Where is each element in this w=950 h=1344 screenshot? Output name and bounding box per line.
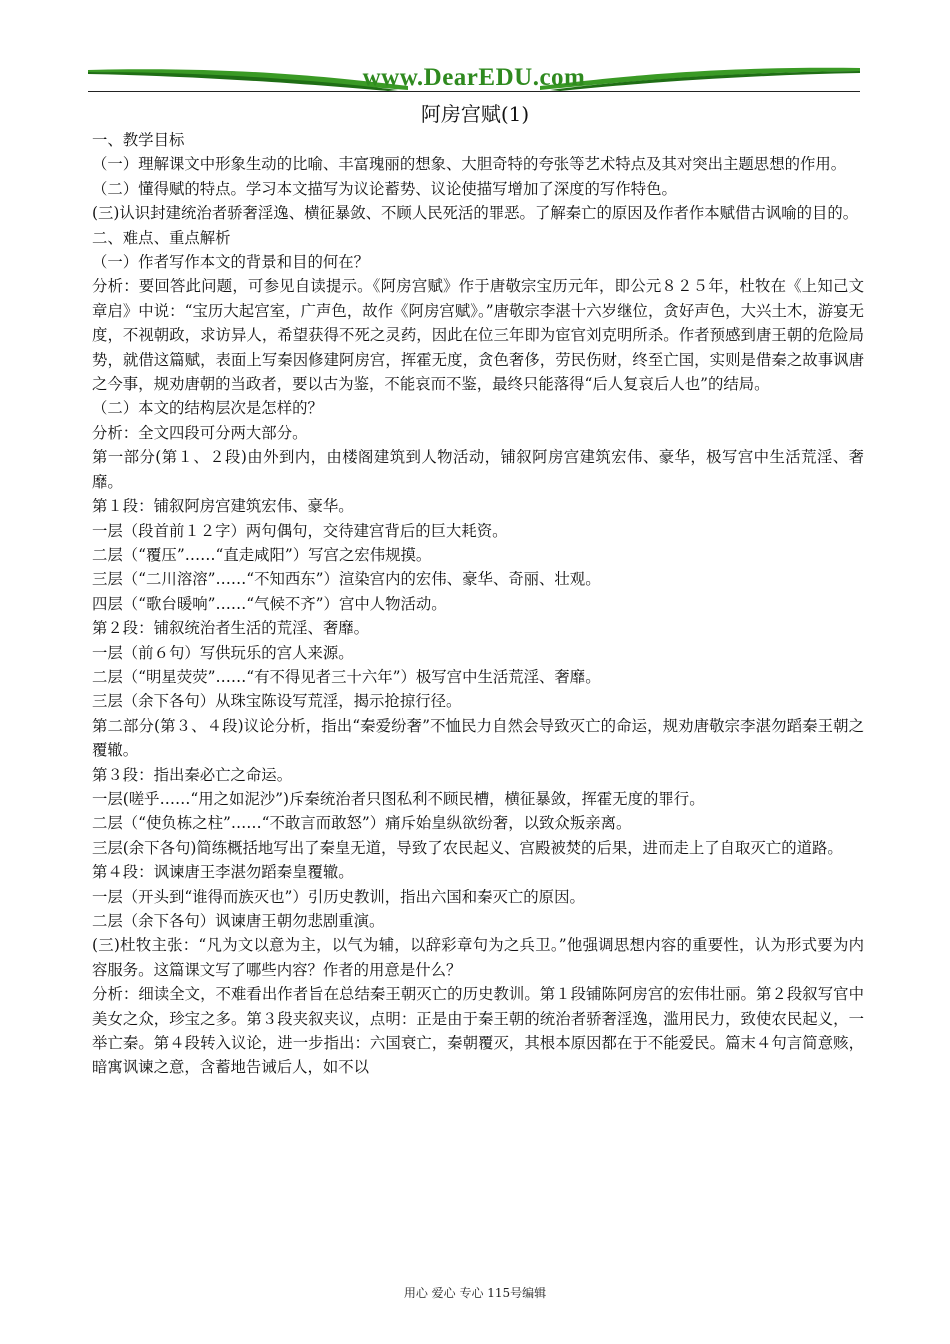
paragraph: 一层（段首前１２字）两句偶句，交待建宫背后的巨大耗资。 (92, 521, 508, 540)
paragraph: (三)认识封建统治者骄奢淫逸、横征暴敛、不顾人民死活的罪恶。了解秦亡的原因及作者作本赋借古讽喻的目的。 (92, 204, 859, 223)
paragraph: 第４段：讽谏唐王李湛勿蹈秦皇覆辙。 (92, 863, 354, 882)
paragraph: 分析：要回答此问题，可参见自读提示。《阿房宫赋》作于唐敬宗宝历元年，即公元８２５年，杜牧在《上知己文章启》中说：“宝历大起宫室，广声色，故作《阿房宫赋》。”唐敬宗李湛十六岁继位，贪好声色，大兴土木，游宴无度，不视朝政，求访异人，希望获得不死之灵药，因此在位三年即为宦官刘克明所杀。作者预感到唐王朝的危险局势，就借这篇赋，表面上写秦因修建阿房宫，挥霍无度，贪色奢侈，劳民伤财，终至亡国，实则是借秦之故事讽唐之今事，规劝唐朝的当政者，要以古为鉴，不能哀而不鉴，最终只能落得“后人复哀后人也”的结局。 (92, 277, 864, 394)
paragraph: 第２段：铺叙统治者生活的荒淫、奢靡。 (92, 619, 370, 638)
paragraph: 第１段：铺叙阿房宫建筑宏伟、豪华。 (92, 497, 354, 516)
document-body (92, 128, 864, 1080)
site-header (88, 62, 860, 94)
paragraph: 三层(余下各句)简练概括地写出了秦皇无道，导致了农民起义、宫殿被焚的后果，进而走上了自取灭亡的道路。 (92, 838, 843, 857)
paragraph: 二层（“使负栋之柱”……“不敢言而敢怒”）痛斥始皇纵欲纷奢，以致众叛亲离。 (92, 814, 632, 833)
header-rule (88, 91, 860, 92)
paragraph: （二）本文的结构层次是怎样的？ (92, 399, 323, 418)
paragraph: (三)杜牧主张：“凡为文以意为主，以气为辅，以辞彩章句为之兵卫。”他强调思想内容的重要性，认为形式要为内容服务。这篇课文写了哪些内容？作者的用意是什么？ (92, 936, 864, 979)
paragraph: 二层（“明星荧荧”……“有不得见者三十六年”）极写宫中生活荒淫、奢靡。 (92, 667, 601, 686)
paragraph: 四层（“歌台暖响”……“气候不齐”）宫中人物活动。 (92, 594, 447, 613)
paragraph: （一）作者写作本文的背景和目的何在？ (92, 253, 370, 272)
paragraph: 分析：全文四段可分两大部分。 (92, 423, 308, 442)
paragraph: 一层（开头到“谁得而族灭也”）引历史教训，指出六国和秦灭亡的原因。 (92, 887, 585, 906)
paragraph: 分析：细读全文，不难看出作者旨在总结秦王朝灭亡的历史教训。第１段铺陈阿房宫的宏伟壮丽。第２段叙写官中美女之众，珍宝之多。第３段夹叙夹议，点明：正是由于秦王朝的统治者骄奢淫逸，滥用民力，致使农民起义，一举亡秦。第４段转入议论，进一步指出：六国衰亡，秦朝覆灭，其根本原因都在于不能爱民。篇末４句言简意赅，暗寓讽谏之意，含蓄地告诫后人，如不以 (92, 985, 864, 1077)
site-logo: www.DearEDU.com (362, 64, 586, 91)
paragraph: 第二部分(第３、４段)议论分析，指出“秦爱纷奢”不恤民力自然会导致灭亡的命运，规劝唐敬宗李湛勿蹈秦王朝之覆辙。 (92, 716, 864, 760)
page-footer: 用心 爱心 专心 115号编辑 (403, 1286, 547, 1300)
paragraph: （二）懂得赋的特点。学习本文描写为议论蓄势、议论使描写增加了深度的写作特色。 (92, 179, 677, 198)
paragraph: 第一部分(第１、２段)由外到内，由楼阁建筑到人物活动，铺叙阿房宫建筑宏伟、豪华，极写宫中生活荒淫、奢靡。 (92, 448, 864, 491)
paragraph: 一层（前６句）写供玩乐的宫人来源。 (92, 643, 354, 662)
paragraph: 第３段：指出秦必亡之命运。 (92, 765, 293, 784)
paragraph: 一、教学目标 (92, 131, 185, 149)
document-title: 阿房宫赋(1) (420, 102, 530, 126)
paragraph: 三层（“二川溶溶”……“不知西东”）渲染宫内的宏伟、豪华、奇丽、壮观。 (92, 570, 601, 589)
paragraph: 二层（余下各句）讽谏唐王朝勿悲剧重演。 (92, 912, 385, 930)
paragraph: 二层（“覆压”……“直走咸阳”）写宫之宏伟规摸。 (92, 545, 432, 564)
paragraph: 一层(嗟乎……“用之如泥沙”)斥秦统治者只图私利不顾民槽，横征暴敛，挥霍无度的罪行。 (92, 789, 705, 808)
paragraph: （一）理解课文中形象生动的比喻、丰富瑰丽的想象、大胆奇特的夸张等艺术特点及其对突出主题思想的作用。 (92, 155, 847, 174)
paragraph: 三层（余下各句）从珠宝陈设写荒淫，揭示抢掠行径。 (92, 692, 462, 711)
paragraph: 二、难点、重点解析 (92, 228, 231, 247)
